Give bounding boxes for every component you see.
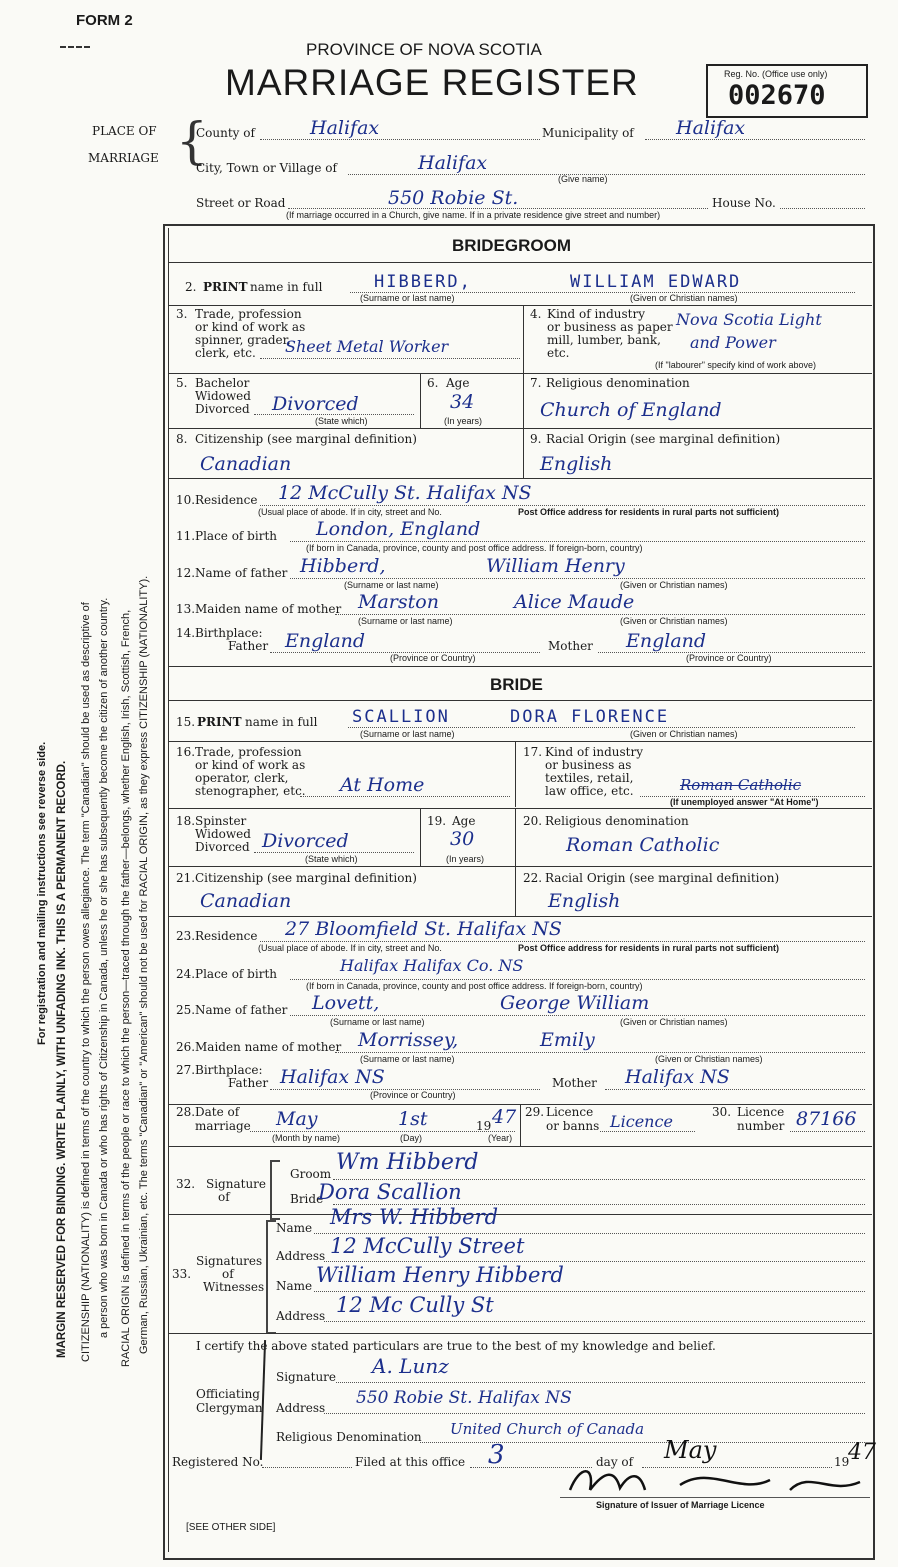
q9-label: Racial Origin (see marginal definition) <box>546 432 781 446</box>
q23-line <box>260 941 865 942</box>
q22-label: Racial Origin (see marginal definition) <box>545 871 780 885</box>
q4-l3: mill, lumber, bank, <box>547 333 661 347</box>
place-heading-2: MARRIAGE <box>88 151 159 165</box>
q2-print: PRINT <box>203 280 248 294</box>
city-label: City, Town or Village of <box>196 161 337 175</box>
divider <box>523 305 524 373</box>
q8-num: 8. <box>176 432 188 446</box>
w2-address: 12 Mc Cully St <box>336 1293 494 1317</box>
q2-num: 2. <box>185 280 197 294</box>
clergy-address-line <box>324 1413 865 1414</box>
q18-l2: Widowed <box>195 827 251 841</box>
bride-father-surname: Lovett, <box>312 992 380 1014</box>
w1-address-line <box>324 1261 865 1262</box>
city-value: Halifax <box>418 152 488 174</box>
rel-den-line <box>420 1442 865 1443</box>
q22-num: 22. <box>523 871 543 885</box>
q12-num: 12. <box>176 566 196 580</box>
q16-num: 16. <box>176 745 196 759</box>
bride-status: Divorced <box>262 830 349 852</box>
groom-religion: Church of England <box>540 399 722 421</box>
groom-industry-2: and Power <box>690 333 776 352</box>
q17-l4: law office, etc. <box>545 784 634 798</box>
q27-father-note: (Province or Country) <box>370 1090 456 1100</box>
divider <box>169 700 872 701</box>
q9-num: 9. <box>530 432 542 446</box>
groom-racial: English <box>540 453 613 475</box>
brace: { <box>176 112 208 170</box>
q33-l3: Witnesses <box>203 1280 265 1294</box>
bride-religion: Roman Catholic <box>566 834 720 856</box>
w2-name: William Henry Hibberd <box>316 1263 564 1287</box>
groom-residence: 12 McCully St. Halifax NS <box>278 482 532 504</box>
q20-num: 20. <box>523 814 543 828</box>
bride-father-birthplace: Halifax NS <box>280 1066 385 1088</box>
w2-address-label: Address <box>276 1309 326 1323</box>
q5-l3: Divorced <box>195 402 250 416</box>
q18-num: 18. <box>176 814 196 828</box>
q6-label: Age <box>446 376 470 390</box>
q12-surname-note: (Surname or last name) <box>344 580 439 590</box>
q16-l4: stenographer, etc. <box>195 784 306 798</box>
place-heading-1: PLACE OF <box>92 124 157 138</box>
q13-line <box>335 614 865 615</box>
q3-l4: clerk, etc. <box>195 346 256 360</box>
w1-address: 12 McCully Street <box>330 1234 525 1258</box>
groom-trade: Sheet Metal Worker <box>285 337 449 356</box>
q12-line <box>290 578 865 579</box>
q10-line <box>260 505 865 506</box>
clergy-address-label: Address <box>276 1401 326 1415</box>
q17-l2: or business as <box>545 758 632 772</box>
groom-industry-1: Nova Scotia Light <box>676 310 822 329</box>
groom-citizenship: Canadian <box>200 453 292 475</box>
q18-l1: Spinster <box>195 814 247 828</box>
bride-birth: Halifax Halifax Co. NS <box>340 956 524 975</box>
q4-l1: Kind of industry <box>547 307 645 321</box>
municipality-line <box>645 139 865 140</box>
divider <box>169 262 872 263</box>
page-title: MARRIAGE REGISTER <box>225 62 639 103</box>
officiating-l1: Officiating <box>196 1387 260 1401</box>
witness-bracket <box>266 1220 276 1334</box>
q3-l2: or kind of work as <box>195 320 306 334</box>
w2-name-label: Name <box>276 1279 313 1293</box>
divider <box>515 741 516 807</box>
groom-mother-surname: Marston <box>358 591 439 613</box>
province-heading: PROVINCE OF NOVA SCOTIA <box>306 40 542 59</box>
day-note: (Day) <box>400 1133 422 1143</box>
q3-num: 3. <box>176 307 188 321</box>
divider <box>169 866 872 867</box>
binding-mark <box>60 46 90 48</box>
q30-l2: number <box>737 1119 785 1133</box>
officiating-l2: Clergyman <box>196 1401 263 1415</box>
county-label: County of <box>196 126 255 140</box>
q29-l2: or banns <box>546 1119 600 1133</box>
divider <box>420 373 421 428</box>
q7-label: Religious denomination <box>546 376 690 390</box>
q30-line <box>790 1131 865 1132</box>
bride-industry: Roman Catholic <box>680 776 802 794</box>
divider <box>523 428 524 478</box>
q29-num: 29. <box>525 1105 545 1119</box>
month-note: (Month by name) <box>272 1133 341 1143</box>
issuer-line <box>560 1497 870 1498</box>
q4-l2: or business as paper <box>547 320 673 334</box>
side-text-1: For registration and mailing instructions see reverse side. <box>36 741 48 1045</box>
q6-note: (In years) <box>444 416 483 426</box>
q32-l1: Signature <box>206 1177 267 1191</box>
q5-l2: Widowed <box>195 389 251 403</box>
reg-no-box <box>706 64 868 118</box>
q18-l3: Divorced <box>195 840 250 854</box>
groom-surname: HIBBERD, <box>374 272 472 292</box>
q15-label: name in full <box>245 715 318 729</box>
q2-surname-note: (Surname or last name) <box>360 293 455 303</box>
q26-label: Maiden name of mother <box>195 1040 342 1054</box>
q25-label: Name of father <box>195 1003 288 1017</box>
q33-l1: Signatures <box>196 1254 263 1268</box>
groom-heading: BRIDEGROOM <box>452 236 571 255</box>
q27-num: 27. <box>176 1063 196 1077</box>
q10-note-b: Post Office address for residents in rural parts not sufficient) <box>518 507 780 517</box>
q28-l2: marriage <box>195 1119 251 1133</box>
q25-surname-note: (Surname or last name) <box>330 1017 425 1027</box>
q13-given-note: (Given or Christian names) <box>620 616 728 626</box>
day-of-label: day of <box>596 1455 634 1469</box>
issuer-signature <box>560 1460 880 1500</box>
q26-given-note: (Given or Christian names) <box>655 1054 763 1064</box>
q26-num: 26. <box>176 1040 196 1054</box>
q19-label: Age <box>452 814 476 828</box>
q30-l1: Licence <box>737 1105 785 1119</box>
q12-label: Name of father <box>195 566 288 580</box>
q8-label: Citizenship (see marginal definition) <box>195 432 417 446</box>
house-line <box>780 208 865 209</box>
groom-signature: Wm Hibberd <box>336 1150 479 1175</box>
q15-given-note: (Given or Christian names) <box>630 729 738 739</box>
q10-note: (Usual place of abode. If in city, street and No. <box>258 507 442 517</box>
bride-trade: At Home <box>340 774 425 796</box>
q17-note: (If unemployed answer "At Home") <box>670 797 819 807</box>
divider <box>169 428 872 429</box>
q14-label: Birthplace: <box>195 626 263 640</box>
q21-label: Citizenship (see marginal definition) <box>195 871 417 885</box>
side-text-3: CITIZENSHIP (NATIONALITY) is defined in terms of the country to which the person owes allegiance. The term "Canadian" should be used as descriptive of <box>80 602 92 1362</box>
q15-print: PRINT <box>197 715 242 729</box>
year-prefix: 19 <box>476 1119 492 1133</box>
groom-birth: London, England <box>316 518 481 540</box>
form-label: FORM 2 <box>76 12 133 29</box>
filed-day: 3 <box>488 1440 505 1470</box>
bride-given: DORA FLORENCE <box>510 707 670 727</box>
groom-father-birthplace: England <box>285 630 366 652</box>
signature-bracket <box>270 1160 280 1220</box>
q33-l2: of <box>222 1267 234 1281</box>
q14-father-note: (Province or Country) <box>390 653 476 663</box>
licence-number: 87166 <box>796 1108 857 1130</box>
q4-l4: etc. <box>547 346 570 360</box>
certify-text: I certify the above stated particulars are true to the best of my knowledge and belief. <box>196 1339 716 1353</box>
clergy-sig-line <box>336 1382 865 1383</box>
divider <box>169 666 872 667</box>
w1-name: Mrs W. Hibberd <box>330 1205 499 1229</box>
divider <box>515 808 516 866</box>
q23-note-b: Post Office address for residents in rural parts not sufficient) <box>518 943 780 953</box>
groom-father-surname: Hibberd, <box>300 555 386 577</box>
q23-label: Residence <box>195 929 258 943</box>
bride-residence: 27 Bloomfield St. Halifax NS <box>285 918 562 940</box>
q24-num: 24. <box>176 967 196 981</box>
q32-l2: of <box>218 1190 230 1204</box>
groom-given: WILLIAM EDWARD <box>570 272 742 292</box>
filed-year-prefix: 19 <box>834 1455 850 1469</box>
q10-num: 10. <box>176 493 196 507</box>
rel-den-label: Religious Denomination <box>276 1430 422 1444</box>
municipality-label: Municipality of <box>542 126 634 140</box>
divider <box>169 916 872 917</box>
q11-line <box>290 541 865 542</box>
q10-label: Residence <box>195 493 258 507</box>
clergy-sig-label: Signature <box>276 1370 337 1384</box>
divider <box>169 741 872 742</box>
filed-year: 47 <box>848 1440 876 1465</box>
groom-status: Divorced <box>272 393 359 415</box>
q16-line <box>300 796 510 797</box>
q28-l1: Date of <box>195 1105 240 1119</box>
bride-signature: Dora Scallion <box>318 1180 462 1204</box>
marriage-month: May <box>276 1108 318 1130</box>
q15-line <box>348 727 855 728</box>
q25-given-note: (Given or Christian names) <box>620 1017 728 1027</box>
w2-address-line <box>324 1321 865 1322</box>
q30-num: 30. <box>712 1105 732 1119</box>
bride-surname: SCALLION <box>352 707 450 727</box>
divider <box>169 1333 872 1334</box>
w2-name-line <box>314 1291 865 1292</box>
q12-given-note: (Given or Christian names) <box>620 580 728 590</box>
filed-month: May <box>664 1436 717 1464</box>
divider <box>169 373 872 374</box>
street-note: (If marriage occurred in a Church, give name. If in a private residence give street and number) <box>286 210 661 220</box>
q16-l3: operator, clerk, <box>195 771 289 785</box>
give-name-note: (Give name) <box>558 174 608 184</box>
q24-line <box>290 979 865 980</box>
q21-num: 21. <box>176 871 196 885</box>
q17-l1: Kind of industry <box>545 745 643 759</box>
q17-l3: textiles, retail, <box>545 771 634 785</box>
street-label: Street or Road <box>196 196 286 210</box>
q4-note: (If "labourer" specify kind of work above) <box>655 360 816 370</box>
q16-l2: or kind of work as <box>195 758 306 772</box>
divider <box>169 478 872 479</box>
side-text-6: German, Russian, Ukrainian, etc. The terms "Canadian" or "American" should not be used for RACIAL ORIGIN, as they express CITIZENSHIP (NATIONALITY). <box>138 575 150 1354</box>
q29-l1: Licence <box>546 1105 594 1119</box>
registered-label: Registered No. <box>172 1455 264 1469</box>
q13-label: Maiden name of mother <box>195 602 342 616</box>
bride-heading: BRIDE <box>490 675 543 694</box>
q19-num: 19. <box>427 814 447 828</box>
bride-mother-birthplace: Halifax NS <box>625 1066 730 1088</box>
bride-age: 30 <box>450 828 475 850</box>
groom-mother-birthplace: England <box>626 630 707 652</box>
county-value: Halifax <box>310 117 380 139</box>
side-text-2: MARGIN RESERVED FOR BINDING. WRITE PLAINLY, WITH UNFADING INK. THIS IS A PERMANENT RECORD. <box>56 760 68 1358</box>
q24-label: Place of birth <box>195 967 277 981</box>
filed-label: Filed at this office <box>355 1455 466 1469</box>
q27-mother-label: Mother <box>552 1076 597 1090</box>
q3-l3: spinner, grader, <box>195 333 291 347</box>
q28-num: 28. <box>176 1105 196 1119</box>
bride-sig-label: Bride <box>290 1192 324 1206</box>
q23-num: 23. <box>176 929 196 943</box>
q3-line <box>260 358 520 359</box>
divider <box>169 1214 872 1215</box>
q32-num: 32. <box>176 1177 196 1191</box>
groom-age: 34 <box>450 391 475 413</box>
q23-note: (Usual place of abode. If in city, street and No. <box>258 943 442 953</box>
groom-father-given: William Henry <box>486 555 625 577</box>
q19-note: (In years) <box>446 854 485 864</box>
reg-no-label: Reg. No. (Office use only) <box>724 69 828 79</box>
q26-surname-note: (Surname or last name) <box>360 1054 455 1064</box>
q17-num: 17. <box>523 745 543 759</box>
municipality-value: Halifax <box>676 117 746 139</box>
q25-line <box>290 1015 865 1016</box>
groom-sig-label: Groom <box>290 1167 332 1181</box>
divider <box>169 808 872 809</box>
bride-racial: English <box>548 890 621 912</box>
q11-num: 11. <box>176 529 196 543</box>
bride-mother-surname: Morrissey, <box>358 1029 459 1051</box>
q14-mother-note: (Province or Country) <box>686 653 772 663</box>
w1-name-label: Name <box>276 1221 313 1235</box>
house-label: House No. <box>712 196 776 210</box>
q14-father-label: Father <box>228 639 269 653</box>
q27-mother-line <box>605 1089 865 1090</box>
groom-mother-given: Alice Maude <box>514 591 635 613</box>
q11-label: Place of birth <box>195 529 277 543</box>
q14-mother-label: Mother <box>548 639 593 653</box>
w1-address-label: Address <box>276 1249 326 1263</box>
q4-num: 4. <box>530 307 542 321</box>
divider <box>515 866 516 916</box>
see-other-side: [SEE OTHER SIDE] <box>186 1522 276 1533</box>
q7-num: 7. <box>530 376 542 390</box>
marriage-year: 47 <box>492 1106 517 1128</box>
reg-no-value: 002670 <box>728 80 826 111</box>
q5-num: 5. <box>176 376 188 390</box>
marriage-day: 1st <box>398 1108 428 1130</box>
year-note: (Year) <box>488 1133 513 1143</box>
q13-surname-note: (Surname or last name) <box>358 616 453 626</box>
q27-father-label: Father <box>228 1076 269 1090</box>
q15-num: 15. <box>176 715 196 729</box>
q5-note: (State which) <box>315 416 368 426</box>
q18-note: (State which) <box>305 854 358 864</box>
q3-l1: Trade, profession <box>195 307 302 321</box>
q27-label: Birthplace: <box>195 1063 263 1077</box>
q15-surname-note: (Surname or last name) <box>360 729 455 739</box>
q20-label: Religious denomination <box>545 814 689 828</box>
q25-num: 25. <box>176 1003 196 1017</box>
bride-father-given: George William <box>500 992 650 1014</box>
registered-line <box>262 1467 352 1468</box>
divider <box>169 1146 872 1147</box>
q24-note: (If born in Canada, province, county and post office address. If foreign-born, country) <box>306 981 643 991</box>
side-text-5: RACIAL ORIGIN is defined in terms of the people or race to which the person—traced through the father—belongs, whether English, Irish, Scottish, French, <box>120 609 132 1367</box>
q33-num: 33. <box>172 1267 192 1281</box>
q26-line <box>335 1052 865 1053</box>
divider <box>420 808 421 866</box>
q6-num: 6. <box>427 376 439 390</box>
clergy-religion: United Church of Canada <box>450 1420 645 1438</box>
bride-mother-given: Emily <box>540 1029 595 1051</box>
divider <box>520 1104 521 1146</box>
q18-line <box>254 852 414 853</box>
q2-given-note: (Given or Christian names) <box>630 293 738 303</box>
divider <box>523 373 524 428</box>
q5-l1: Bachelor <box>195 376 250 390</box>
street-value: 550 Robie St. <box>388 187 519 209</box>
q2-label: name in full <box>250 280 323 294</box>
q29-line <box>600 1131 695 1132</box>
side-text-4: a person who was born in Canada or who has rights of Citizenship in Canada, unless he or she has subsequently become the citizen of another country. <box>98 597 110 1338</box>
q13-num: 13. <box>176 602 196 616</box>
clergy-address: 550 Robie St. Halifax NS <box>356 1388 572 1408</box>
county-line <box>260 139 540 140</box>
q14-num: 14. <box>176 626 196 640</box>
clergy-signature: A. Lunz <box>372 1354 449 1378</box>
form-inner-rule <box>168 228 169 1552</box>
banns-value: Licence <box>610 1112 673 1131</box>
bride-citizenship: Canadian <box>200 890 292 912</box>
issuer-note: Signature of Issuer of Marriage Licence <box>596 1500 765 1510</box>
q11-note: (If born in Canada, province, county and post office address. If foreign-born, country) <box>306 543 643 553</box>
q16-l1: Trade, profession <box>195 745 302 759</box>
divider <box>169 305 872 306</box>
